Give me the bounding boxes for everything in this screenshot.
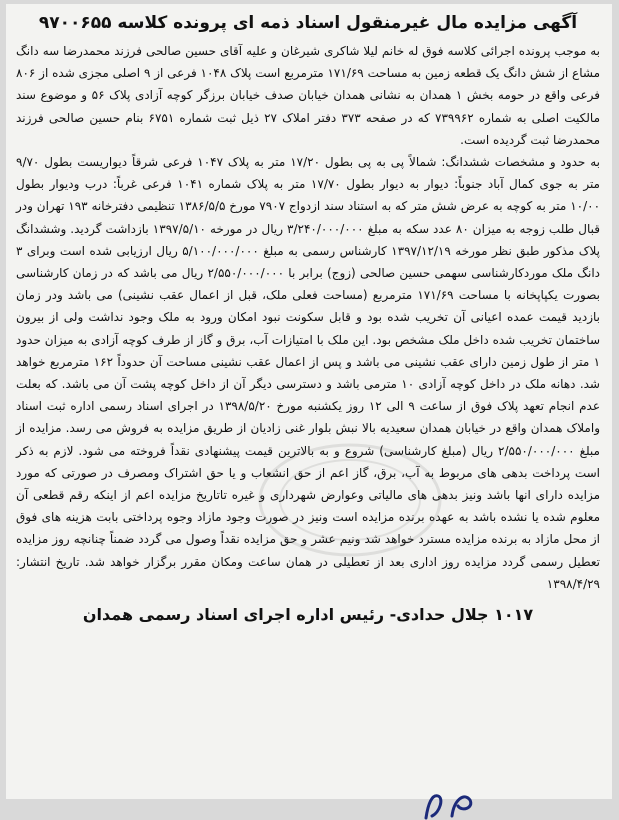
notice-sheet <box>6 4 612 799</box>
notice-title: آگهی مزایده مال غیرمنقول اسناد ذمه ای پرونده کلاسه ۹۷۰۰۶۵۵ <box>38 13 578 33</box>
notice-paragraph-1: به موجب پرونده اجرائی کلاسه فوق له خانم لیلا شاکری شیرغان و علیه آقای حسین صالحی فرزند محمدرضا سه دانگ مشاع از شش دانگ یک قطعه زمین به مساحت ۱۷۱/۶۹ مترمربع است پلاک ۱۰۴۸ فرعی از ۹ اصلی مجزی شده از ۸۰۶ فرعی واقع در حومه بخش ۱ همدان به نشانی همدان خیابان صدف خیابان برزگر کوچه آزادی پلاک ۵۶ و موضوع سند مالکیت اصلی به شماره ۷۳۹۹۶۲ که در صفحه ۳۷۳ دفتر املاک ۲۷ ذیل ثبت شماره ۶۷۵۱ بنام حسین صالحی فرزند محمدرضا ثبت گردیده است. <box>16 44 601 147</box>
notice-signature: ۱۰۱۷ جلال حدادی- رئیس اداره اجرای اسناد رسمی همدان <box>82 605 534 625</box>
notice-paragraph-2: به حدود و مشخصات ششدانگ: شمالاً پی به پی بطول ۱۷/۲۰ متر به پلاک ۱۰۴۷ فرعی شرقاً دیواریست بطول ۹/۷۰ متر به جوی کمال آباد جنوباً: دیوار به دیوار بطول ۱۷/۷۰ متر به پلاک شماره ۱۰۴۱ فرعی غرباً: درب ودیوار بطول ۱۰/۰۰ متر به کوچه به عرض شش متر که به استناد سند ازدواج ۷۹۰۷ مورخ ۱۳۸۶/۵/۵ تنظیمی دفترخانه ۱۹۳ تهران ودر قبال طلب زوجه به میزان ۸۰ عدد سکه به مبلغ ۳/۲۴۰/۰۰۰/۰۰۰ ریال در مورخه ۱۳۹۷/۵/۱۰ بازداشت گردید. وششدانگ پلاک مذکور طبق نظر مورخه ۱۳۹۷/۱۲/۱۹ کارشناس رسمی به مبلغ ۵/۱۰۰/۰۰۰/۰۰۰ ریال ارزیابی شده است وبرای ۳ دانگ ملک موردکارشناسی سهمی حسین صالحی (زوج) برابر با ۲/۵۵۰/۰۰۰/۰۰۰ ریال می باشد که در زمان کارشناسی بصورت یکپاپخانه با مساحت ۱۷۱/۶۹ مترمربع (مساحت فعلی ملک، قبل از اعمال عقب نشینی) می باشد ودر زمان بازدید قیمت عمده اعیانی آن تخریب شده بود و قابل سکونت نبود امکان ورود به ملک وجود نداشت ولی از بیرون ساختمان تخریب شده داخل ملک مشخص بود. این ملک با امتیازات آب، برق و گاز از طرف کوچه آزادی به میزان حدود ۱ متر از طول زمین دارای عقب نشینی می باشد و پس از اعمال عقب نشینی مساحت آن حدوداً ۱۶۲ مترمربع خواهد شد. دهانه ملک در داخل کوچه آزادی ۱۰ مترمی باشد و دسترسی دیگر آن از داخل کوچه پشت آن می باشد. که بعلت عدم انجام تعهد پلاک فوق از ساعت ۹ الی ۱۲ روز یکشنبه مورخ ۱۳۹۸/۵/۲۰ در اجرای اسناد رسمی اداره ثبت اسناد واملاک همدان واقع در خیابان همدان سعیدیه بالا نبش بلوار غنی زادیان از طریق مزایده به فروش می رسد. مزایده از مبلغ ۲/۵۵۰/۰۰۰/۰۰۰ ریال (مبلغ کارشناسی) شروع و به بالاترین قیمت پیشنهادی نقداً فروخته می شود. لازم به ذکر است پرداخت بدهی های مربوط به آب، برق، گاز اعم از حق انشعاب و یا حق اشتراک ومصرف در صورتی که مورد مزایده دارای انها باشد ونیز بدهی های مالیاتی وعوارض شهرداری و غیره تاتاریخ مزایده اعم از اینکه رقم قطعی آن معلوم شده یا نشده باشد به عهده برنده مزایده است ونیز در صورت وجود مازاد وجوه پرداختی بابت هزینه های فوق از محل مازاد به برنده مزایده مسترد خواهد شد ونیم عشر و حق مزایده نقداً وصول می گردد ضمناً چنانچه روز مزایده تعطیل رسمی گردد مزایده روز اداری بعد از تعطیلی در همان ساعت ومکان مقرر برگزار خواهد شد. تاریخ انتشار: ۱۳۹۸/۴/۲۹ <box>16 155 601 591</box>
handwritten-mark <box>418 790 478 820</box>
